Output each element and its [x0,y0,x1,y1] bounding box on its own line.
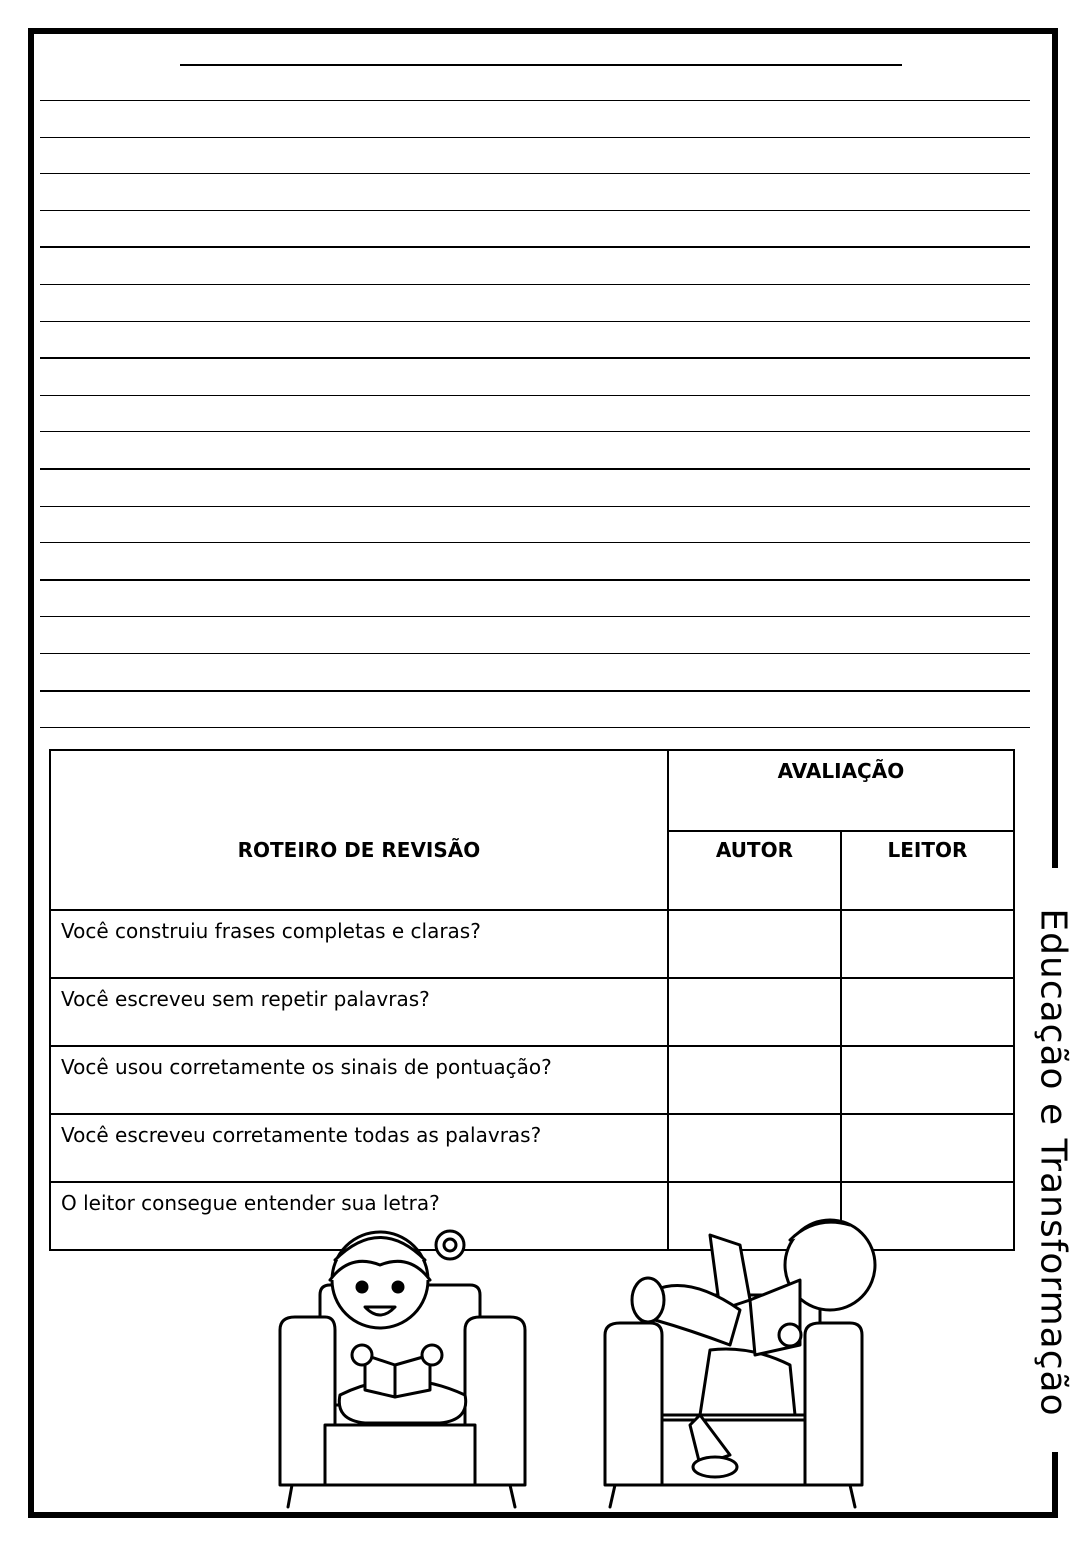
writing-line[interactable] [40,506,1030,507]
autor-cell[interactable] [668,910,841,978]
table-row [50,1114,1014,1182]
autor-cell[interactable] [668,978,841,1046]
leitor-cell[interactable] [841,978,1014,1046]
question-text: O leitor consegue entender sua letra? [50,1182,668,1250]
writing-line[interactable] [40,100,1030,101]
writing-line[interactable] [40,431,1030,432]
girl-reading-icon [280,1231,525,1507]
side-label [1030,872,1076,1452]
writing-line[interactable] [40,357,1030,359]
table-row [50,1046,1014,1114]
title-line[interactable] [180,64,902,66]
writing-line[interactable] [40,246,1030,248]
revision-table [49,749,1015,1251]
writing-line[interactable] [40,579,1030,581]
leitor-cell[interactable] [841,910,1014,978]
header-roteiro: ROTEIRO DE REVISÃO [50,750,668,910]
header-autor: AUTOR [668,831,841,910]
writing-line[interactable] [40,727,1030,728]
header-avaliacao: AVALIAÇÃO [668,750,1014,831]
question-text: Você construiu frases completas e claras? [50,910,668,978]
writing-line[interactable] [40,173,1030,174]
reading-children-illustration [270,1205,890,1515]
autor-cell[interactable] [668,1046,841,1114]
table-row [50,910,1014,978]
writing-line[interactable] [40,468,1030,470]
question-text: Você usou corretamente os sinais de pontuação? [50,1046,668,1114]
leitor-cell[interactable] [841,1046,1014,1114]
writing-line[interactable] [40,210,1030,211]
header-leitor: LEITOR [841,831,1014,910]
writing-lines [40,100,1030,764]
leitor-cell[interactable] [841,1114,1014,1182]
writing-line[interactable] [40,395,1030,396]
boy-reading-icon [605,1220,875,1507]
autor-cell[interactable] [668,1114,841,1182]
writing-line[interactable] [40,284,1030,285]
writing-line[interactable] [40,137,1030,138]
writing-line[interactable] [40,321,1030,322]
writing-line[interactable] [40,653,1030,654]
question-text: Você escreveu sem repetir palavras? [50,978,668,1046]
writing-line[interactable] [40,542,1030,543]
table-row [50,978,1014,1046]
writing-line[interactable] [40,690,1030,692]
question-text: Você escreveu corretamente todas as palavras? [50,1114,668,1182]
writing-line[interactable] [40,616,1030,617]
side-label-text: Educação e Transformação [1032,907,1074,1417]
